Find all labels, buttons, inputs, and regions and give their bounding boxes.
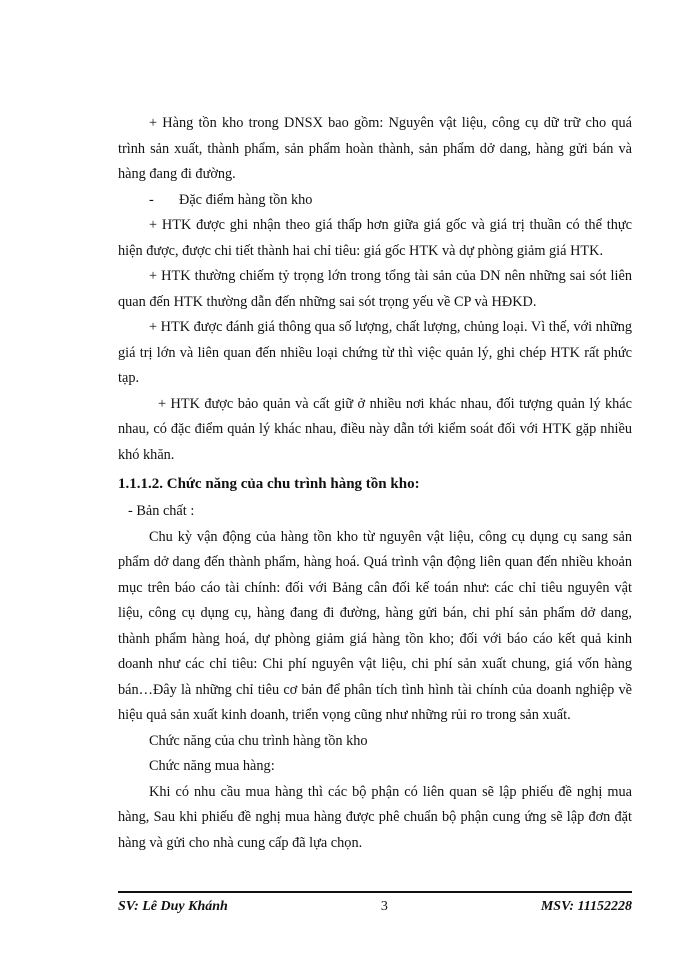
dash-bullet: - (149, 191, 154, 208)
subheading-nature: - Bản chất : (128, 503, 195, 519)
subheading-text: Đặc điểm hàng tồn kho (179, 191, 313, 208)
paragraph-htk-recognition: + HTK được ghi nhận theo giá thấp hơn giữa giá gốc và giá trị thuần có thể thực hiện được, được chi tiết thành hai chỉ tiêu: giá gốc HTK và dự phòng giảm giá HTK. (118, 217, 632, 259)
footer-student-name: SV: Lê Duy Khánh (118, 899, 228, 914)
subheading-purchasing-function: Chức năng mua hàng: (149, 758, 275, 774)
footer-page-number: 3 (380, 899, 388, 914)
subheading-cycle-functions: Chức năng của chu trình hàng tồn kho (149, 732, 368, 749)
paragraph-inventory-composition: + Hàng tồn kho trong DNSX bao gồm: Nguyên vật liệu, công cụ dữ trữ cho quá trình sản xuất, thành phẩm, sản phẩm hoàn thành, sản phẩm dở dang, hàng gửi bán và hàng đang đi đường. (118, 115, 632, 182)
subheading-inventory-characteristics (118, 188, 632, 214)
paragraph-htk-proportion: + HTK thường chiếm tỷ trọng lớn trong tổng tài sản của DN nên những sai sót liên quan đến HTK thường dẫn đến những sai sót trọng yếu về CP và HĐKD. (118, 268, 632, 310)
paragraph-inventory-cycle: Chu kỳ vận động của hàng tồn kho từ nguyên vật liệu, công cụ dụng cụ sang sản phẩm dở dang đến thành phẩm, hàng hoá. Quá trình vận động liên quan đến nhiều khoản mục trên báo cáo tài chính: đối với Bảng cân đối kế toán như: các chỉ tiêu nguyên vật liệu, công cụ dụng cụ, hàng đang đi đường, hàng gửi bán, chi phí sản phẩm dở dang, thành phẩm hàng hoá, dự phòng giảm giá hàng tồn kho; đối với báo cáo kết quả kinh doanh như các chỉ tiêu: Chi phí nguyên vật liệu, chi phí sản xuất chung, giá vốn hàng bán…Đây là những chỉ tiêu cơ bản để phân tích tình hình tài chính của doanh nghiệp về hiệu quả sản xuất kinh doanh, triển vọng cũng như những rủi ro trong sản xuất. (118, 528, 632, 723)
paragraph-htk-evaluation: + HTK được đánh giá thông qua số lượng, chất lượng, chủng loại. Vì thế, với những giá trị lớn và liên quan đến nhiều loại chứng từ thì việc quản lý, ghi chép HTK rất phức tạp. (118, 319, 632, 386)
section-heading: 1.1.1.2. Chức năng của chu trình hàng tồn kho: (118, 476, 420, 492)
page-footer (118, 891, 632, 915)
page-body (118, 111, 632, 856)
paragraph-purchasing: Khi có nhu cầu mua hàng thì các bộ phận có liên quan sẽ lập phiếu đề nghị mua hàng, Sau khi phiếu đề nghị mua hàng được phê chuẩn bộ phận cung ứng sẽ lập đơn đặt hàng và gửi cho nhà cung cấp đã lựa chọn. (118, 783, 632, 851)
footer-student-id: MSV: 11152228 (540, 899, 632, 914)
paragraph-htk-storage: + HTK được bảo quản và cất giữ ở nhiều nơi khác nhau, đối tượng quản lý khác nhau, có đặc điểm quản lý khác nhau, điều này dẫn tới kiểm soát đối với HTK gặp nhiều khó khăn. (118, 395, 632, 463)
